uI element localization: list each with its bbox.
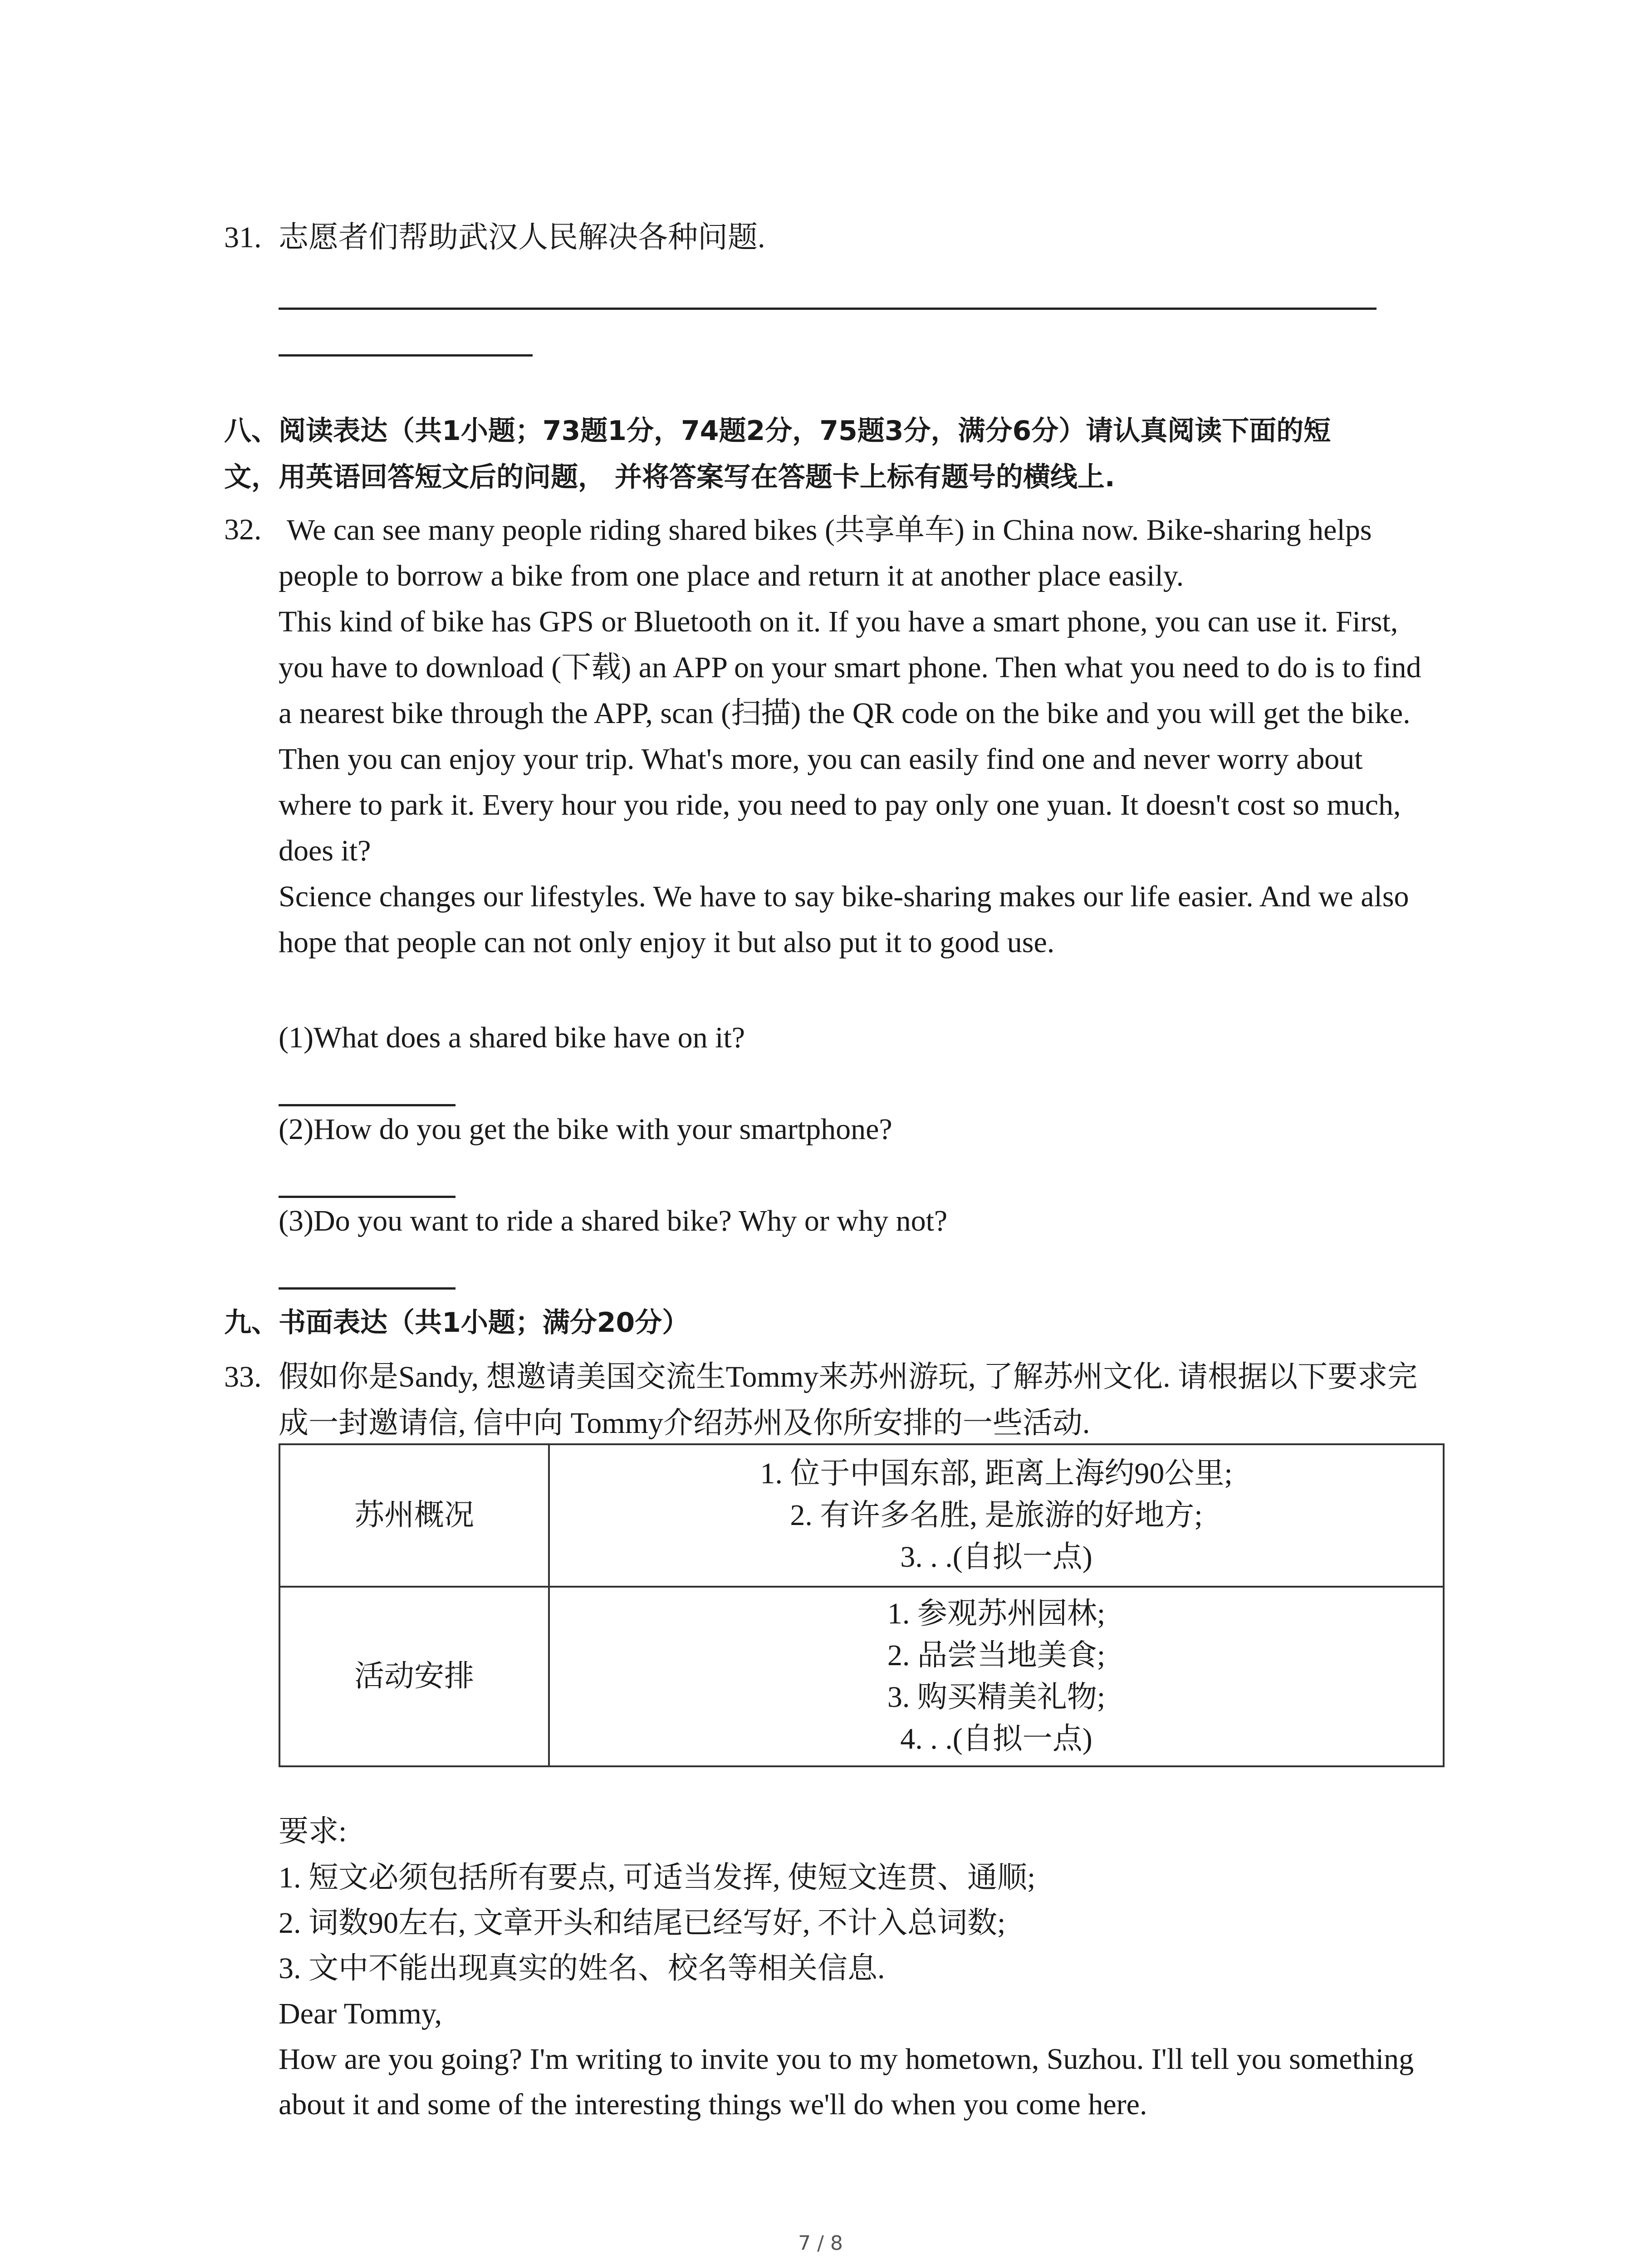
q32-answer-line-1[interactable] <box>279 1104 456 1106</box>
q33-intro-line-2: 成一封邀请信, 信中向 Tommy介绍苏州及你所安排的一些活动. <box>279 1407 1090 1440</box>
q32-answer-line-3[interactable] <box>279 1287 456 1290</box>
table-item: 3. 购买精美礼物; <box>887 1681 1106 1714</box>
section-8-heading-line-1: 八、阅读表达（共1小题；73题1分，74题2分，75题3分，满分6分）请认真阅读下面的短 <box>224 415 1331 447</box>
q33-outline-table <box>279 1443 1445 1767</box>
passage-line: where to park it. Every hour you ride, you need to pay only one yuan. It doesn't cost so much, <box>279 788 1401 821</box>
q33-number: 33. <box>224 1360 262 1393</box>
section-9-heading: 九、书面表达（共1小题；满分20分） <box>224 1307 690 1339</box>
table-item: 1. 参观苏州园林; <box>887 1597 1106 1630</box>
passage-line: Then you can enjoy your trip. What's more, you can easily find one and never worry about <box>279 743 1363 776</box>
table-item: 4. . .(自拟一点) <box>900 1722 1092 1755</box>
q32-number: 32. <box>224 513 262 546</box>
letter-salutation: Dear Tommy, <box>279 1997 442 2030</box>
table-cell-label: 苏州概况 <box>279 1444 549 1587</box>
q31-answer-line-1[interactable] <box>279 308 1376 310</box>
table-item: 1. 位于中国东部, 距离上海约90公里; <box>760 1457 1233 1490</box>
q32-question-1: (1)What does a shared bike have on it? <box>279 1021 745 1054</box>
requirement-item: 1. 短文必须包括所有要点, 可适当发挥, 使短文连贯、通顺; <box>279 1861 1036 1894</box>
page-number: 7 / 8 <box>798 2232 843 2255</box>
q31-answer-line-2[interactable] <box>279 354 533 357</box>
q31-line <box>224 215 765 260</box>
passage-line: Science changes our lifestyles. We have to say bike-sharing makes our life easier. And we also <box>279 880 1409 913</box>
passage-line: hope that people can not only enjoy it but also put it to good use. <box>279 926 1055 959</box>
q32-question-3: (3)Do you want to ride a shared bike? Why or why not? <box>279 1204 948 1237</box>
table-row <box>279 1587 1444 1766</box>
q32-answer-line-2[interactable] <box>279 1196 456 1198</box>
letter-body-line-2: about it and some of the interesting things we'll do when you come here. <box>279 2088 1147 2121</box>
table-cell-items <box>549 1444 1444 1587</box>
table-item: 3. . .(自拟一点) <box>900 1540 1092 1574</box>
q31-text: 志愿者们帮助武汉人民解决各种问题. <box>279 221 765 254</box>
passage-line: This kind of bike has GPS or Bluetooth on it. If you have a smart phone, you can use it. First, <box>279 605 1398 638</box>
requirements-title: 要求: <box>279 1815 347 1848</box>
table-cell-items <box>549 1587 1444 1766</box>
table-item: 2. 有许多名胜, 是旅游的好地方; <box>790 1499 1203 1532</box>
letter-body-line-1: How are you going? I'm writing to invite you to my hometown, Suzhou. I'll tell you something <box>279 2043 1414 2076</box>
table-item: 2. 品尝当地美食; <box>887 1639 1106 1672</box>
requirement-item: 3. 文中不能出现真实的姓名、校名等相关信息. <box>279 1952 885 1985</box>
table-cell-label: 活动安排 <box>279 1587 549 1766</box>
table-row <box>279 1444 1444 1587</box>
passage-line: does it? <box>279 834 371 867</box>
passage-line: a nearest bike through the APP, scan (扫描) the QR code on the bike and you will get the bike. <box>279 697 1411 730</box>
passage-line: you have to download (下载) an APP on your smart phone. Then what you need to do is to find <box>279 651 1421 684</box>
q32-question-2: (2)How do you get the bike with your smartphone? <box>279 1113 892 1146</box>
passage-line: We can see many people riding shared bikes (共享单车) in China now. Bike-sharing helps <box>287 513 1372 547</box>
q31-number: 31. <box>224 221 262 254</box>
passage-line: people to borrow a bike from one place and return it at another place easily. <box>279 559 1184 592</box>
requirement-item: 2. 词数90左右, 文章开头和结尾已经写好, 不计入总词数; <box>279 1906 1006 1940</box>
section-8-heading-line-2: 文，用英语回答短文后的问题， 并将答案写在答题卡上标有题号的横线上. <box>224 461 1115 493</box>
q32-passage <box>279 507 1467 965</box>
q33-intro-line-1: 假如你是Sandy, 想邀请美国交流生Tommy来苏州游玩, 了解苏州文化. 请根据以下要求完 <box>279 1360 1418 1393</box>
